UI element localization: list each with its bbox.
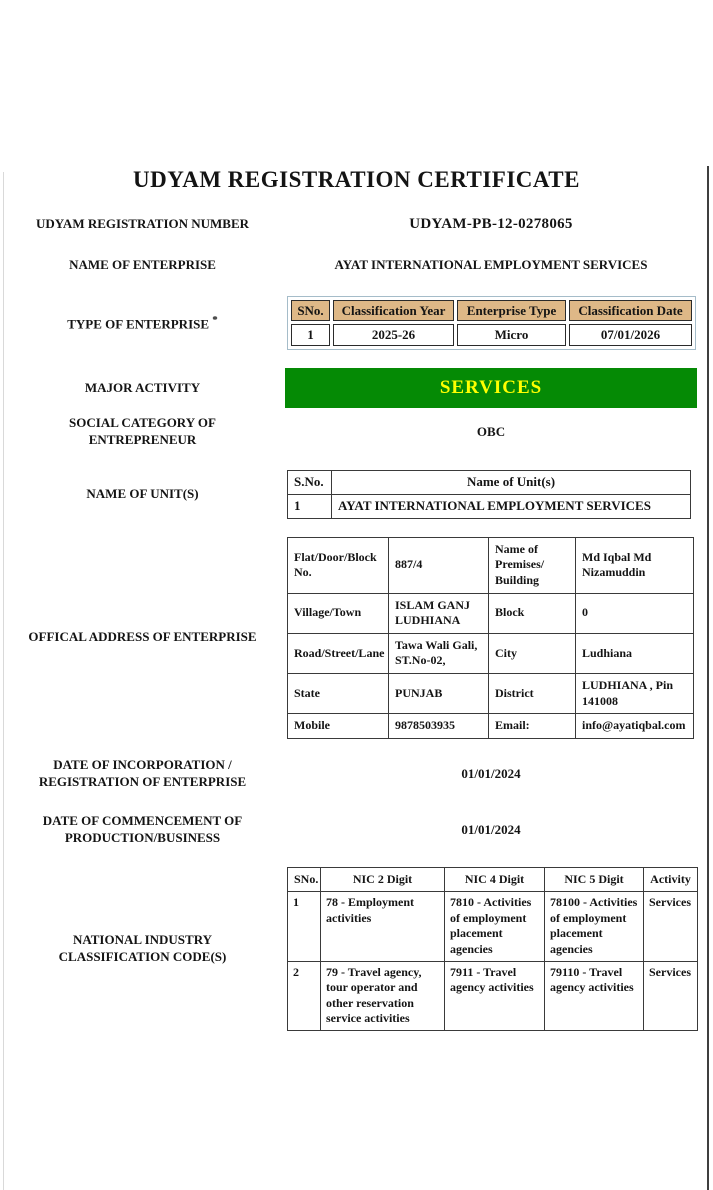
type-of-enterprise-row bbox=[0, 296, 713, 350]
field-value-cell: ISLAM GANJ LUDHIANA bbox=[389, 593, 489, 633]
table-cell: 2025-26 bbox=[333, 324, 454, 346]
field-value-cell: Ludhiana bbox=[576, 633, 694, 673]
page-right-edge-line bbox=[707, 166, 709, 1190]
table-cell: 7911 - Travel agency activities bbox=[445, 961, 545, 1030]
column-header: NIC 4 Digit bbox=[445, 867, 545, 892]
incorporation-date-row bbox=[0, 753, 713, 795]
table-cell: 1 bbox=[288, 892, 321, 961]
field-value-cell: 0 bbox=[576, 593, 694, 633]
table-cell: 2 bbox=[288, 961, 321, 1030]
name-of-units-label: NAME OF UNIT(S) bbox=[86, 485, 199, 501]
field-label-cell: Email: bbox=[489, 714, 576, 739]
column-header: SNo. bbox=[288, 867, 321, 892]
field-label-cell: Road/Street/Lane bbox=[288, 633, 389, 673]
field-label-cell: Block bbox=[489, 593, 576, 633]
footnote-asterisk: * bbox=[212, 313, 218, 326]
commencement-date-label: DATE OF COMMENCEMENT OF PRODUCTION/BUSINESS bbox=[42, 812, 243, 845]
social-category-value: OBC bbox=[476, 423, 506, 439]
major-activity-banner: SERVICES bbox=[285, 368, 697, 408]
major-activity-row bbox=[0, 368, 713, 408]
table-row bbox=[288, 892, 698, 961]
field-label-cell: Village/Town bbox=[288, 593, 389, 633]
table-header-row bbox=[288, 867, 698, 892]
field-value-cell: info@ayatiqbal.com bbox=[576, 714, 694, 739]
social-category-row bbox=[0, 410, 713, 454]
page-title: UDYAM REGISTRATION CERTIFICATE bbox=[132, 167, 580, 192]
table-cell: 7810 - Activities of employment placement agencies bbox=[445, 892, 545, 961]
table-cell: 1 bbox=[288, 494, 332, 518]
table-cell: Services bbox=[644, 892, 698, 961]
field-label-cell: State bbox=[288, 673, 389, 713]
commencement-date-value: 01/01/2024 bbox=[461, 821, 521, 837]
field-value-cell: 887/4 bbox=[389, 537, 489, 593]
table-cell: Micro bbox=[457, 324, 566, 346]
table-cell: 1 bbox=[291, 324, 330, 346]
column-header: SNo. bbox=[291, 300, 330, 322]
registration-number-label: UDYAM REGISTRATION NUMBER bbox=[35, 216, 250, 232]
field-label-cell: Flat/Door/Block No. bbox=[288, 537, 389, 593]
table-cell: 78100 - Activities of employment placement agencies bbox=[545, 892, 644, 961]
incorporation-date-value: 01/01/2024 bbox=[461, 765, 521, 781]
field-value-cell: 9878503935 bbox=[389, 714, 489, 739]
column-header: Classification Date bbox=[569, 300, 692, 322]
nic-codes-table bbox=[287, 867, 698, 1031]
column-header: Name of Unit(s) bbox=[332, 470, 691, 494]
table-row bbox=[288, 714, 694, 739]
column-header: Classification Year bbox=[333, 300, 454, 322]
social-category-label: SOCIAL CATEGORY OF ENTREPRENEUR bbox=[69, 415, 216, 447]
nic-codes-label: NATIONAL INDUSTRY CLASSIFICATION CODE(S) bbox=[58, 931, 227, 964]
field-value-cell: Tawa Wali Gali, ST.No-02, bbox=[389, 633, 489, 673]
table-row bbox=[288, 673, 694, 713]
column-header: S.No. bbox=[288, 470, 332, 494]
units-table bbox=[287, 470, 691, 519]
field-label-cell: City bbox=[489, 633, 576, 673]
table-cell: AYAT INTERNATIONAL EMPLOYMENT SERVICES bbox=[332, 494, 691, 518]
column-header: NIC 2 Digit bbox=[321, 867, 445, 892]
enterprise-name-label: NAME OF ENTERPRISE bbox=[69, 257, 216, 272]
field-label-cell: District bbox=[489, 673, 576, 713]
field-value-cell: Md Iqbal Md Nizamuddin bbox=[576, 537, 694, 593]
column-header: NIC 5 Digit bbox=[545, 867, 644, 892]
nic-codes-row bbox=[0, 867, 713, 1031]
table-header-row bbox=[291, 300, 692, 322]
incorporation-date-label: DATE OF INCORPORATION / REGISTRATION OF ENTERPRISE bbox=[38, 756, 247, 789]
table-row bbox=[288, 494, 691, 518]
official-address-label: OFFICAL ADDRESS OF ENTERPRISE bbox=[28, 629, 257, 645]
type-of-enterprise-label: TYPE OF ENTERPRISE * bbox=[67, 313, 218, 332]
enterprise-name-row bbox=[0, 257, 713, 274]
table-cell: Services bbox=[644, 961, 698, 1030]
table-cell: 79 - Travel agency, tour operator and other reservation service activities bbox=[321, 961, 445, 1030]
table-row bbox=[288, 593, 694, 633]
address-table bbox=[287, 537, 694, 739]
column-header: Enterprise Type bbox=[457, 300, 566, 322]
major-activity-label: MAJOR ACTIVITY bbox=[84, 379, 201, 395]
table-cell: 78 - Employment activities bbox=[321, 892, 445, 961]
table-cell: 79110 - Travel agency activities bbox=[545, 961, 644, 1030]
field-label-cell: Name of Premises/ Building bbox=[489, 537, 576, 593]
field-label-cell: Mobile bbox=[288, 714, 389, 739]
table-row bbox=[288, 537, 694, 593]
page-left-edge-line bbox=[3, 172, 4, 1190]
enterprise-name-value: AYAT INTERNATIONAL EMPLOYMENT SERVICES bbox=[334, 257, 648, 273]
registration-number-value: UDYAM-PB-12-0278065 bbox=[409, 216, 573, 232]
table-row bbox=[291, 324, 692, 346]
field-value-cell: PUNJAB bbox=[389, 673, 489, 713]
table-cell: 07/01/2026 bbox=[569, 324, 692, 346]
table-row bbox=[288, 961, 698, 1030]
table-header-row bbox=[288, 470, 691, 494]
registration-number-row bbox=[0, 216, 713, 233]
official-address-row bbox=[0, 537, 713, 739]
commencement-date-row bbox=[0, 809, 713, 851]
field-value-cell: LUDHIANA , Pin 141008 bbox=[576, 673, 694, 713]
name-of-units-row bbox=[0, 470, 713, 519]
column-header: Activity bbox=[644, 867, 698, 892]
type-of-enterprise-table bbox=[287, 296, 696, 350]
table-row bbox=[288, 633, 694, 673]
